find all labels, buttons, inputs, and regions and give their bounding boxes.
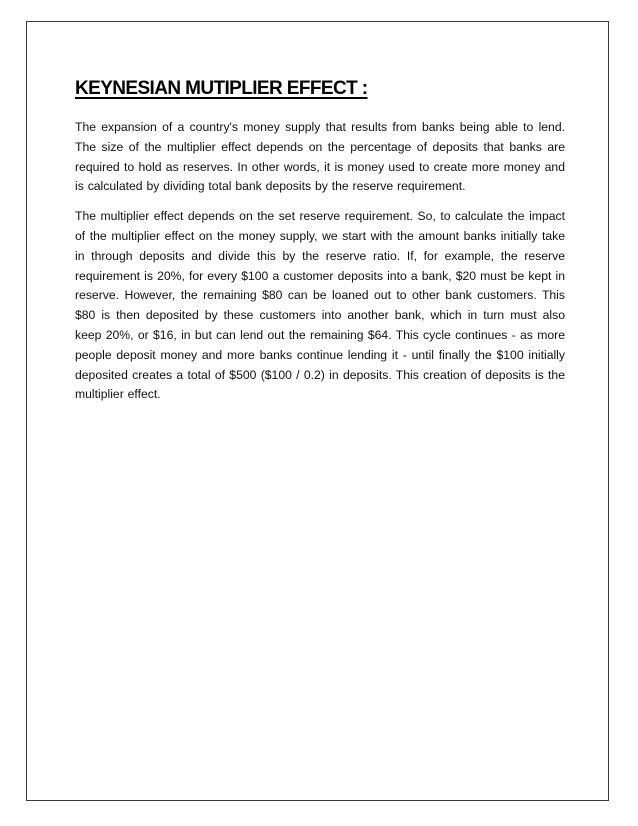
paragraph-explanation: The multiplier effect depends on the set reserve requirement. So, to calculate the impact of the multiplier effect on the money supply, we start with the amount banks initially take in through deposits and divide this by the reserve ratio. If, for example, the reserve requirement is 20%, for every $100 a customer deposits into a bank, $20 must be kept in reserve. However, the remaining $80 can be loaned out to other bank customers. This $80 is then deposited by these customers into another bank, which in turn must also keep 20%, or $16, in but can lend out the remaining $64. This cycle continues - as more people deposit money and more banks continue lending it - until finally the $100 initially deposited creates a total of $500 ($100 / 0.2) in deposits. This creation of deposits is the multiplier effect.: [75, 209, 565, 402]
document-body: [75, 78, 565, 415]
page-title: KEYNESIAN MUTIPLIER EFFECT :: [75, 78, 368, 99]
paragraph-definition: The expansion of a country's money supply that results from banks being able to lend. The size of the multiplier effect depends on the percentage of deposits that banks are required to hold as reserves. In other words, it is money used to create more money and is calculated by dividing total bank deposits by the reserve requirement.: [75, 120, 565, 194]
